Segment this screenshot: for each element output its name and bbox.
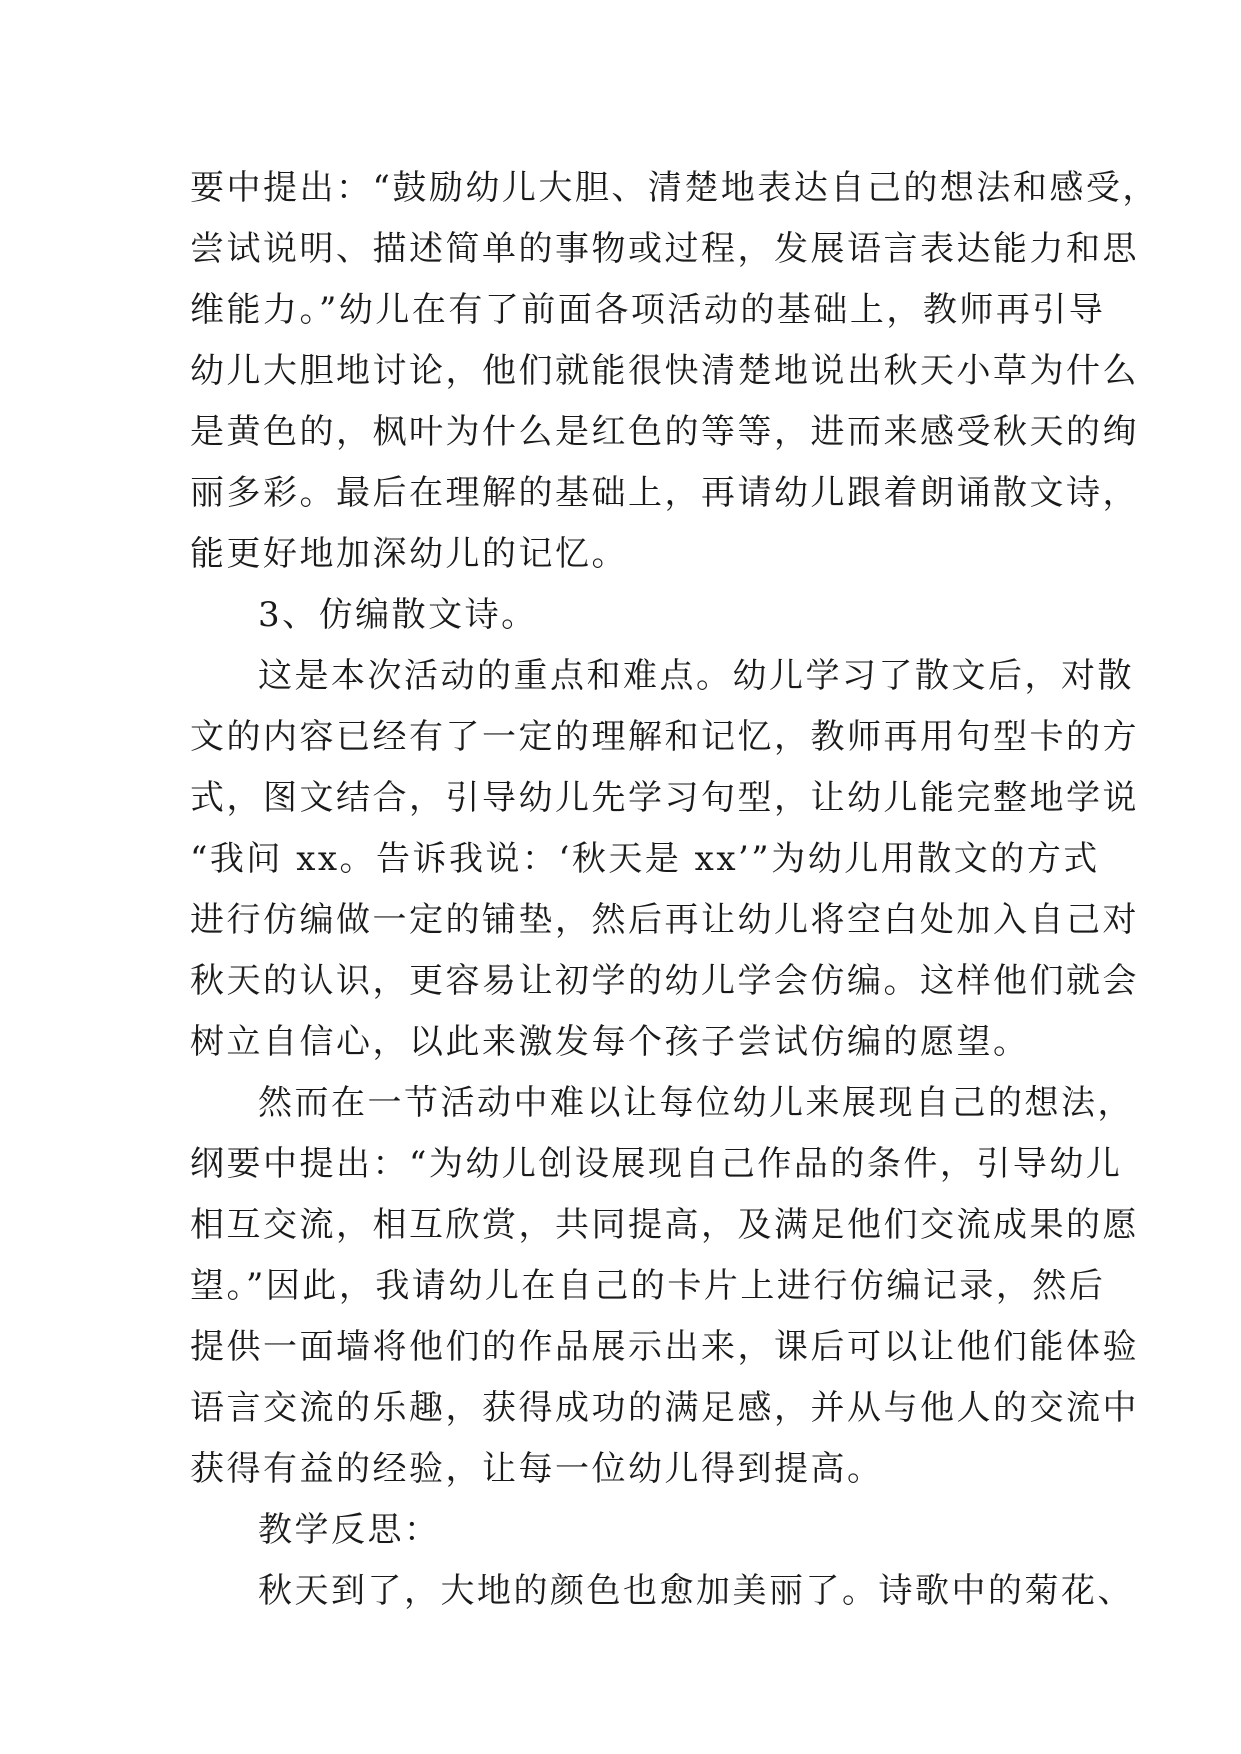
text-line: 获得有益的经验，让每一位幼儿得到提高。 (190, 1449, 884, 1489)
document-body (190, 158, 1159, 1622)
text-line: 秋天的认识，更容易让初学的幼儿学会仿编。这样他们就会 (190, 961, 1139, 1001)
text-line: 要中提出：“鼓励幼儿大胆、清楚地表达自己的想法和感受， (190, 168, 1159, 208)
text-line: 式，图文结合，引导幼儿先学习句型，让幼儿能完整地学说 (190, 778, 1139, 818)
section-heading: 教学反思： (258, 1510, 441, 1550)
paragraph-start: 这是本次活动的重点和难点。幼儿学习了散文后，对散 (258, 656, 1134, 696)
text-line: 望。”因此，我请幼儿在自己的卡片上进行仿编记录，然后 (190, 1266, 1106, 1306)
text-line: 能更好地加深幼儿的记忆。 (190, 534, 628, 574)
paragraph-start: 然而在一节活动中难以让每位幼儿来展现自己的想法， (258, 1083, 1134, 1123)
paragraph-start: 秋天到了，大地的颜色也愈加美丽了。诗歌中的菊花、 (258, 1571, 1134, 1611)
text-line: 语言交流的乐趣，获得成功的满足感，并从与他人的交流中 (190, 1388, 1139, 1428)
text-line: 文的内容已经有了一定的理解和记忆，教师再用句型卡的方 (190, 717, 1139, 757)
text-line: “我问 xx。告诉我说：‘秋天是 xx’”为幼儿用散文的方式 (190, 839, 1100, 879)
section-heading: 3、仿编散文诗。 (258, 595, 538, 635)
text-line: 相互交流，相互欣赏，共同提高，及满足他们交流成果的愿 (190, 1205, 1139, 1245)
text-line: 是黄色的，枫叶为什么是红色的等等，进而来感受秋天的绚 (190, 412, 1139, 452)
text-line: 纲要中提出：“为幼儿创设展现自己作品的条件，引导幼儿 (190, 1144, 1123, 1184)
text-line: 树立自信心，以此来激发每个孩子尝试仿编的愿望。 (190, 1022, 1030, 1062)
text-line: 进行仿编做一定的铺垫，然后再让幼儿将空白处加入自己对 (190, 900, 1139, 940)
text-line: 尝试说明、描述简单的事物或过程，发展语言表达能力和思 (190, 229, 1139, 269)
text-line: 幼儿大胆地讨论，他们就能很快清楚地说出秋天小草为什么 (190, 351, 1139, 391)
text-line: 丽多彩。最后在理解的基础上，再请幼儿跟着朗诵散文诗， (190, 473, 1139, 513)
text-line: 维能力。”幼儿在有了前面各项活动的基础上，教师再引导 (190, 290, 1106, 330)
text-line: 提供一面墙将他们的作品展示出来，课后可以让他们能体验 (190, 1327, 1139, 1367)
